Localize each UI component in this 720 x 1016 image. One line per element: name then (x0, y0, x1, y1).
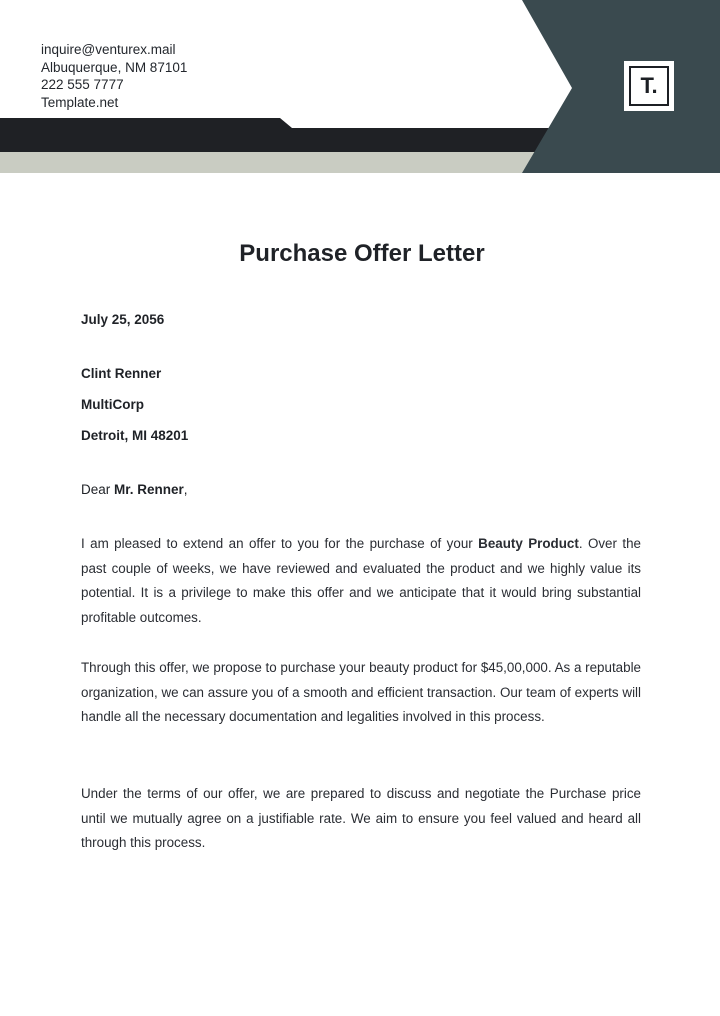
paragraph-1-start: I am pleased to extend an offer to you for the purchase of your (81, 536, 479, 551)
salutation-name: Mr. Renner (114, 482, 184, 497)
recipient-city: Detroit, MI 48201 (81, 428, 189, 443)
sender-website[interactable]: Template.net (41, 94, 119, 110)
logo-mark: T. (629, 66, 669, 106)
body-paragraph-2: Through this offer, we propose to purchase your beauty product for $45,00,000. As a reputable organization, we can assure you of a smooth and efficient transaction. Our team of experts will handle all the necessary documentation and legalities involved in this process. (81, 660, 641, 725)
letter-title: Purchase Offer Letter (239, 240, 485, 267)
sender-email[interactable]: inquire@venturex.mail (41, 42, 176, 57)
salutation-prefix: Dear (81, 482, 115, 497)
letter-date: July 25, 2056 (81, 312, 165, 327)
salutation (81, 482, 188, 497)
company-logo (624, 61, 674, 111)
sender-contact-block (41, 41, 187, 111)
recipient-company: MultiCorp (81, 397, 144, 412)
paragraph-1-rest: . Over the past couple of weeks, we have reviewed and evaluated the product and we highly value its potential. It is a privilege to make this offer and we anticipate that it would bring substantial profitable outcomes. (81, 536, 641, 626)
body-paragraph-3: Under the terms of our offer, we are prepared to discuss and negotiate the Purchase price until we mutually agree on a justifiable rate. We aim to ensure you feel valued and heard all through this process. (81, 786, 641, 851)
product-emphasis: Beauty Product (478, 536, 579, 551)
salutation-suffix: , (183, 482, 188, 497)
header-accent-block (522, 0, 720, 173)
sender-address: Albuquerque, NM 87101 (41, 59, 188, 75)
recipient-name: Clint Renner (81, 366, 162, 381)
sender-phone: 222 555 7777 (41, 77, 124, 92)
body-paragraph-1 (81, 532, 641, 631)
